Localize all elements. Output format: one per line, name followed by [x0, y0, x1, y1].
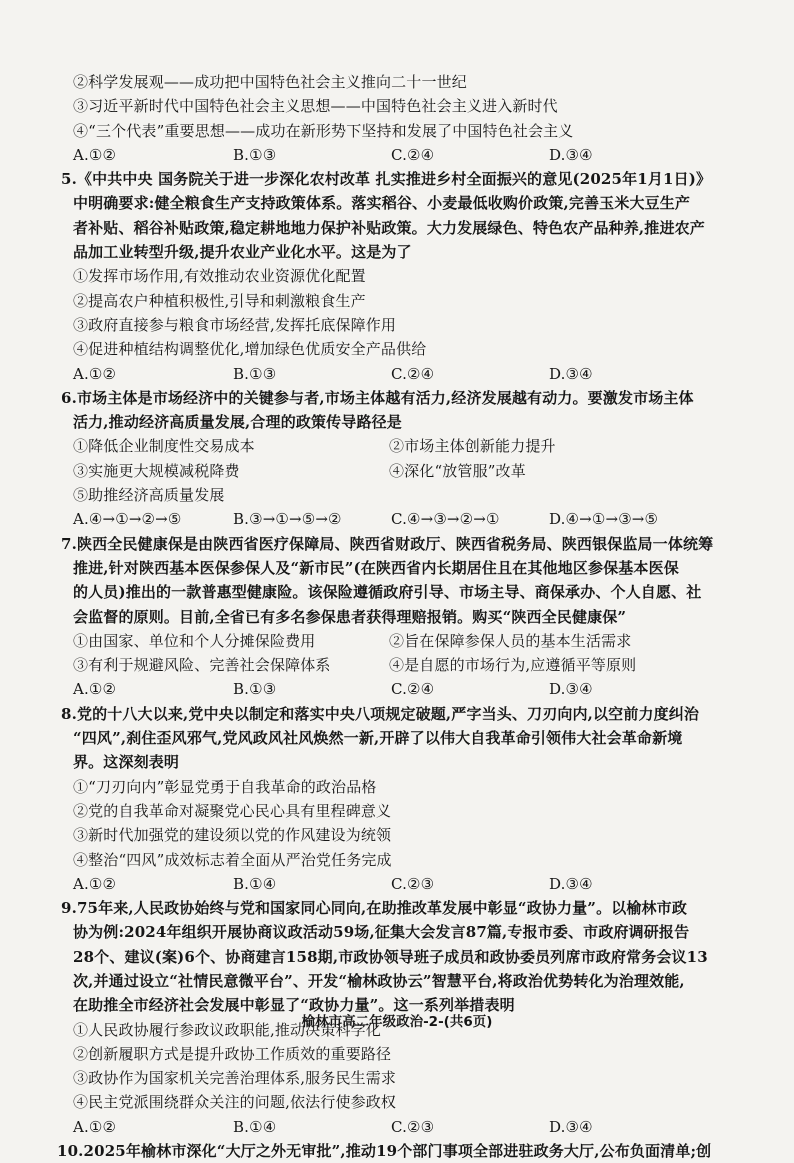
question-stem-line: 5.《中共中央 国务院关于进一步深化农村改革 扎实推进乡村全面振兴的意见(2025年1月1日)》	[61, 170, 712, 189]
statement-row	[66, 483, 734, 507]
statement-item: ④“三个代表”重要思想——成功在新形势下坚持和发展了中国特色社会主义	[73, 121, 574, 140]
statement-item: ③习近平新时代中国特色社会主义思想——中国特色社会主义进入新时代	[73, 97, 558, 116]
question-stem-line: 6.市场主体是市场经济中的关键参与者,市场主体越有活力,经济发展越有动力。要激发市场主体	[61, 388, 694, 407]
question-6	[61, 386, 734, 532]
statement-item: ②旨在保障参保人员的基本生活需求	[389, 631, 632, 650]
statement-item: ④是自愿的市场行为,应遵循平等原则	[389, 656, 637, 675]
answer-options	[66, 143, 734, 167]
option-c: C.②④	[391, 364, 435, 383]
question-stem-line: 界。这深刻表明	[73, 753, 180, 772]
statement-item: ④民主党派围绕群众关注的问题,依法行使参政权	[73, 1093, 397, 1112]
option-a: A.①②	[73, 1117, 117, 1136]
question-stem-line: 活力,推动经济高质量发展,合理的政策传导路径是	[73, 413, 402, 432]
option-a: A.①②	[73, 874, 117, 893]
question-stem-line: 8.党的十八大以来,党中央以制定和落实中央八项规定破题,严字当头、刀刃向内,以空前力度纠治	[61, 704, 700, 723]
question-stem-line: 会监督的原则。目前,全省已有多名参保患者获得理赔报销。购买“陕西全民健康保”	[73, 607, 627, 626]
question-10	[57, 1139, 734, 1163]
question-stem-line: 在助推全市经济社会发展中彰显了“政协力量”。这一系列举措表明	[73, 996, 515, 1015]
option-c: C.②④	[391, 145, 435, 164]
answer-options	[66, 872, 734, 896]
option-d: D.③④	[549, 680, 593, 699]
question-4-tail	[66, 70, 734, 167]
answer-options	[66, 1115, 734, 1139]
statement-row	[66, 653, 734, 677]
statement-item: ④深化“放管服”改革	[389, 461, 526, 480]
option-b: B.①③	[233, 680, 277, 699]
question-8	[61, 702, 734, 896]
statement-item: ②党的自我革命对凝聚党心民心具有里程碑意义	[73, 801, 392, 820]
statement-item: ①人民政协履行参政议政职能,推动决策科学化	[73, 1020, 381, 1039]
answer-options	[66, 507, 734, 531]
question-stem-line: 中明确要求:健全粮食生产支持政策体系。落实稻谷、小麦最低收购价政策,完善玉米大豆生产	[73, 194, 691, 213]
statement-item: ③政府直接参与粮食市场经营,发挥托底保障作用	[73, 315, 397, 334]
option-b: B.①③	[233, 364, 277, 383]
question-stem-line: 9.75年来,人民政协始终与党和国家同心同向,在助推改革发展中彰显“政协力量”。以榆林市政	[61, 899, 687, 918]
question-stem-line: 7.陕西全民健康保是由陕西省医疗保障局、陕西省财政厅、陕西省税务局、陕西银保监局一体统筹	[61, 534, 714, 553]
question-stem-line: 28个、建议(案)6个、协商建言158期,市政协领导班子成员和政协委员列席市政府常务会议13	[73, 947, 708, 966]
option-a: A.①②	[73, 145, 117, 164]
statement-item: ②市场主体创新能力提升	[389, 437, 556, 456]
statement-item: ③新时代加强党的建设须以党的作风建设为统领	[73, 826, 392, 845]
option-d: D.④→①→③→⑤	[549, 510, 659, 529]
statement-item: ③有利于规避风险、完善社会保障体系	[73, 656, 331, 675]
statement-item: ②科学发展观——成功把中国特色社会主义推向二十一世纪	[73, 73, 467, 91]
question-7	[61, 532, 734, 702]
statement-item: ①降低企业制度性交易成本	[73, 437, 255, 456]
statement-item: ①发挥市场作用,有效推动农业资源优化配置	[73, 267, 366, 286]
question-stem-line: 次,并通过设立“社情民意微平台”、开发“榆林政协云”智慧平台,将政治优势转化为治理效能,	[73, 971, 685, 990]
statement-row	[66, 434, 734, 458]
option-d: D.③④	[549, 1117, 593, 1136]
question-stem-line: 10.2025年榆林市深化“大厅之外无审批”,推动19个部门事项全部进驻政务大厅,公布负面清单;创	[57, 1142, 712, 1161]
option-a: A.①②	[73, 680, 117, 699]
statement-item: ⑤助推经济高质量发展	[73, 486, 225, 505]
statement-item: ④整治“四风”成效标志着全面从严治党任务完成	[73, 850, 392, 869]
option-c: C.②④	[391, 680, 435, 699]
answer-options	[66, 362, 734, 386]
option-b: B.①③	[233, 145, 277, 164]
option-c: C.②③	[391, 874, 435, 893]
statement-row	[66, 629, 734, 653]
answer-options	[66, 677, 734, 701]
question-stem-line: 的人员)推出的一款普惠型健康险。该保险遵循政府引导、市场主导、商保承办、个人自愿、社	[73, 583, 702, 602]
question-stem-line: “四风”,刹住歪风邪气,党风政风社风焕然一新,开辟了以伟大自我革命引领伟大社会革命新境	[73, 729, 683, 748]
option-c: C.②③	[391, 1117, 435, 1136]
option-b: B.①④	[233, 1117, 277, 1136]
statement-item: ②创新履职方式是提升政协工作质效的重要路径	[73, 1044, 392, 1063]
page-footer: 榆林市高二年级政治-2-(共6页)	[301, 1014, 493, 1030]
question-stem-line: 推进,针对陕西基本医保参保人及“新市民”(在陕西省内长期居住且在其他地区参保基本医保	[73, 558, 679, 577]
statement-row	[66, 459, 734, 483]
question-stem-line: 者补贴、稻谷补贴政策,稳定耕地地力保护补贴政策。大力发展绿色、特色农产品种养,推进农产	[73, 218, 705, 237]
option-a: A.①②	[73, 364, 117, 383]
question-stem-line: 品加工业转型升级,提升农业产业化水平。这是为了	[73, 243, 412, 262]
statement-item: ②提高农户种植积极性,引导和刺激粮食生产	[73, 291, 366, 310]
option-d: D.③④	[549, 145, 593, 164]
question-5	[61, 167, 734, 386]
option-d: D.③④	[549, 364, 593, 383]
question-stem-line: 协为例:2024年组织开展协商议政活动59场,征集大会发言87篇,专报市委、市政府调研报告	[73, 923, 690, 942]
statement-item: ④促进种植结构调整优化,增加绿色优质安全产品供给	[73, 340, 427, 359]
option-a: A.④→①→②→⑤	[73, 510, 182, 529]
option-c: C.④→③→②→①	[391, 510, 500, 529]
option-d: D.③④	[549, 874, 593, 893]
statement-item: ①由国家、单位和个人分摊保险费用	[73, 631, 316, 650]
statement-item: ③实施更大规模减税降费	[73, 461, 240, 480]
option-b: B.③→①→⑤→②	[233, 510, 342, 529]
option-b: B.①④	[233, 874, 277, 893]
statement-item: ①“刀刃向内”彰显党勇于自我革命的政治品格	[73, 777, 377, 796]
statement-item: ③政协作为国家机关完善治理体系,服务民生需求	[73, 1069, 397, 1088]
